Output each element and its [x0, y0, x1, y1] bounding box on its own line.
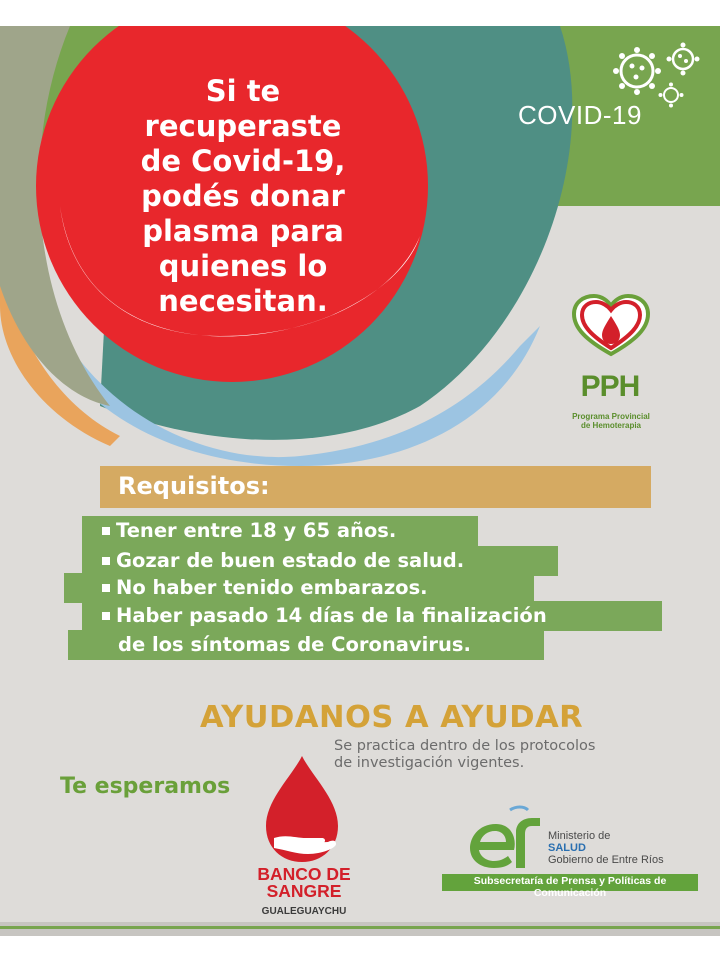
protocol-note	[334, 738, 595, 772]
blood-bank-city: GUALEGUAYCHU	[261, 906, 347, 917]
requirements-title: Requisitos:	[118, 472, 270, 500]
requirement-item-continued	[68, 630, 544, 660]
bullet-icon	[102, 527, 110, 535]
headline	[118, 74, 368, 319]
requirement-text: de los síntomas de Coronavirus.	[118, 633, 471, 656]
slogan: AYUDANOS A AYUDAR	[200, 700, 584, 735]
requirement-text: Tener entre 18 y 65 años.	[116, 519, 397, 542]
virus-icon	[612, 46, 662, 96]
headline-line: Si te	[205, 74, 281, 108]
bottom-line	[0, 926, 720, 929]
bullet-icon	[102, 612, 110, 620]
headline-line: de Covid-19,	[140, 144, 346, 178]
ministry-salud: SALUD	[548, 842, 586, 854]
blood-bank-name	[244, 866, 364, 900]
headline-line: plasma para	[142, 214, 344, 248]
invite-text: Te esperamos	[60, 774, 231, 799]
pph-subtitle	[566, 412, 656, 430]
requirement-text: Haber pasado 14 días de la finalización	[116, 604, 547, 627]
headline-line: podés donar	[141, 179, 345, 213]
pph-subtitle-line: Programa Provincial	[572, 412, 650, 421]
protocol-note-line: Se practica dentro de los protocolos	[334, 738, 596, 754]
virus-icon	[666, 42, 700, 76]
requirement-item	[64, 573, 534, 603]
headline-line: recuperaste	[144, 109, 342, 143]
requirement-text: No haber tenido embarazos.	[116, 576, 428, 599]
covid-label: COVID-19	[518, 100, 642, 130]
headline-line: quienes lo	[158, 249, 328, 283]
pph-subtitle-line: de Hemoterapia	[580, 421, 642, 430]
requirement-text: Gozar de buen estado de salud.	[116, 549, 465, 572]
ministry-line: Gobierno de Entre Ríos	[548, 854, 664, 866]
entre-rios-er-logo	[466, 804, 546, 870]
requirement-item	[82, 546, 558, 576]
ministry-name	[548, 830, 664, 866]
bullet-icon	[102, 584, 110, 592]
subsecretariat-text: Subsecretaría de Prensa y Políticas de Comunicación	[473, 875, 667, 899]
blood-drop-hand-icon	[252, 754, 352, 869]
pph-acronym: PPH	[580, 370, 640, 403]
poster	[0, 26, 720, 936]
headline-line: necesitan.	[158, 284, 328, 318]
ministry-line: Ministerio de	[548, 830, 611, 842]
requirement-item	[82, 601, 662, 631]
blood-bank-line: SANGRE	[266, 881, 342, 901]
bullet-icon	[102, 557, 110, 565]
requirement-item	[82, 516, 478, 546]
virus-icon	[658, 82, 684, 108]
blood-bank-line: BANCO DE	[257, 864, 351, 884]
protocol-note-line: de investigación vigentes.	[334, 755, 525, 771]
